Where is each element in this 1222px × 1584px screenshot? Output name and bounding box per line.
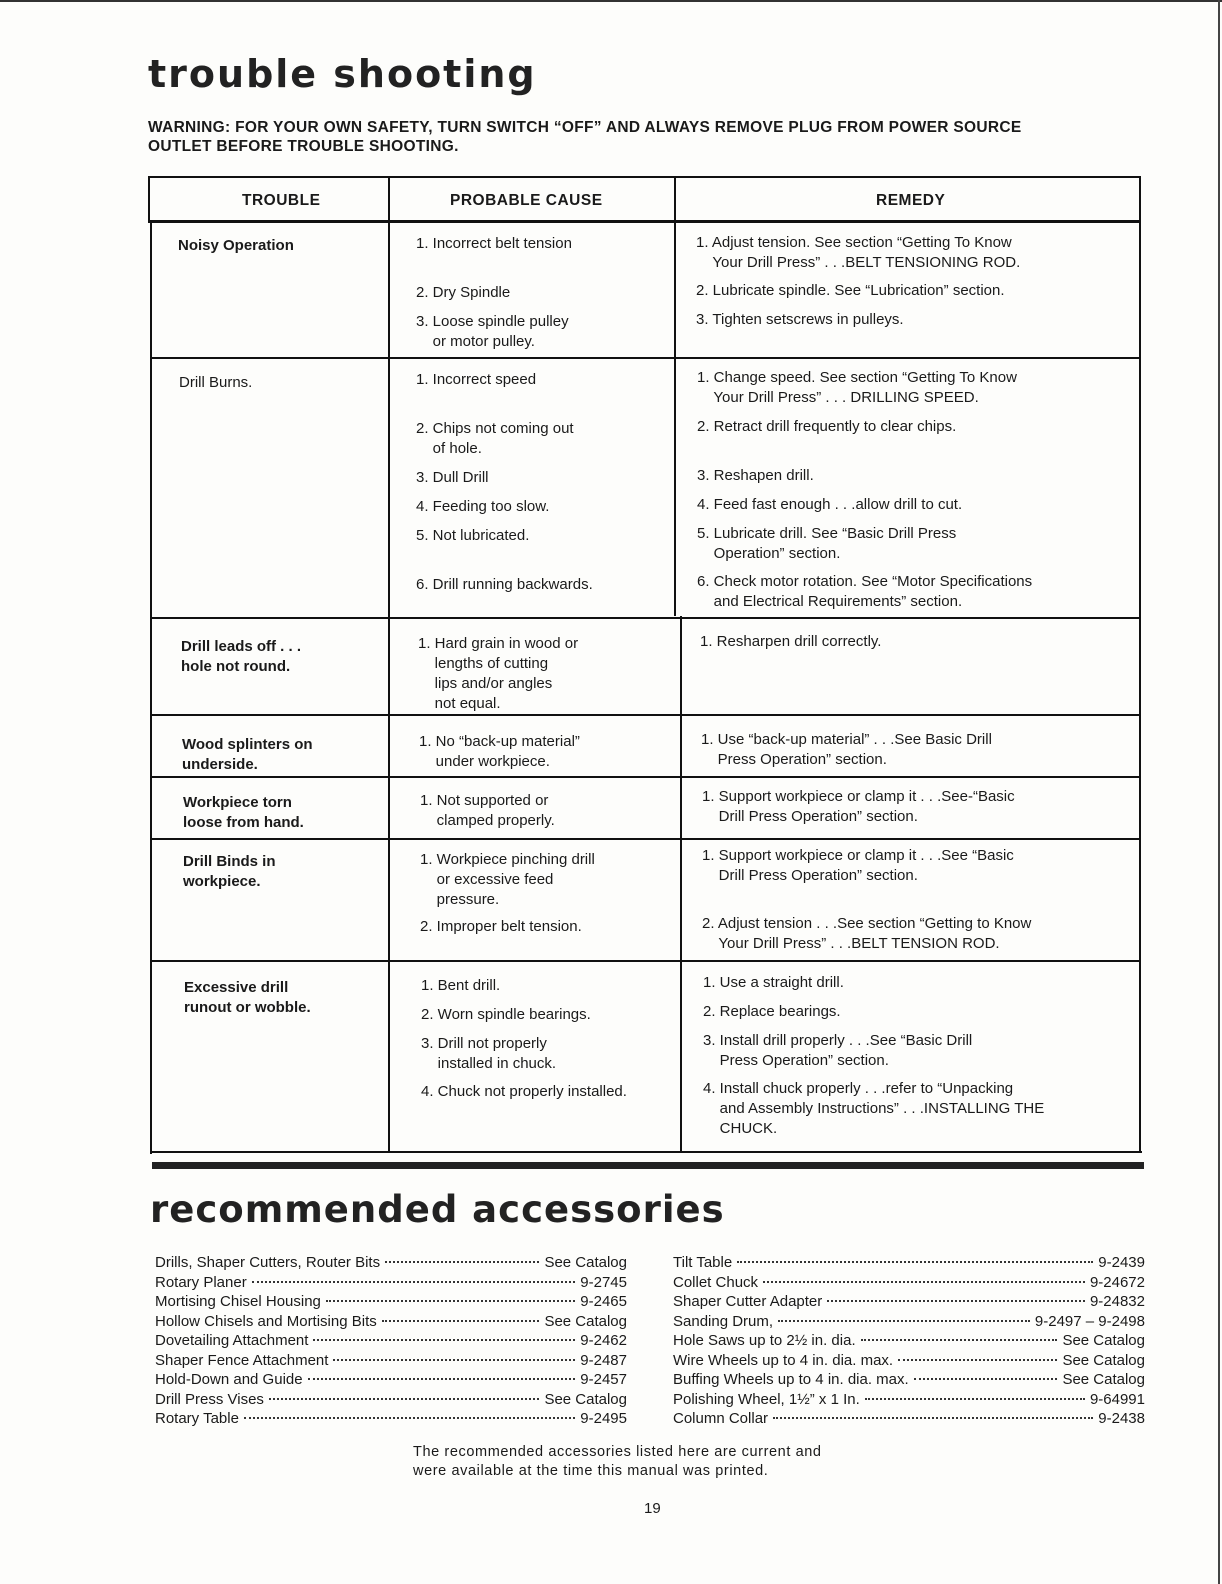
- page-top-border: [0, 0, 1222, 2]
- leader-dots: [763, 1281, 1085, 1283]
- accessories-footnote: The recommended accessories listed here are current and were available at the time this manual was printed.: [413, 1444, 822, 1479]
- cause-item: 1. Incorrect belt tension: [416, 235, 572, 252]
- remedy-item: 2. Retract drill frequently to clear chips.: [697, 418, 957, 435]
- cause-item: 2. Dry Spindle: [416, 284, 511, 301]
- remedy-item: 1. Adjust tension. See section “Getting To Know Your Drill Press” . . .BELT TENSIONING ROD.: [696, 234, 1021, 271]
- row-divider: [150, 838, 1140, 840]
- leader-dots: [333, 1359, 575, 1361]
- remedy-item: 1. Use a straight drill.: [703, 974, 844, 991]
- accessory-value: 9-24672: [1089, 1273, 1145, 1291]
- column-divider-1: [388, 176, 390, 1152]
- cause-item: 1. No “back-up material” under workpiece.: [419, 733, 580, 770]
- leader-dots: [308, 1378, 576, 1380]
- accessory-row: [673, 1293, 1145, 1313]
- trouble-cell: Workpiece torn loose from hand.: [183, 794, 304, 831]
- trouble-cell: Noisy Operation: [178, 237, 294, 254]
- leader-dots: [861, 1339, 1058, 1341]
- leader-dots: [326, 1300, 575, 1302]
- accessory-name: Drill Press Vises: [155, 1390, 264, 1408]
- accessory-row: [155, 1254, 627, 1274]
- cause-item: 3. Drill not properly installed in chuck.: [421, 1035, 557, 1072]
- row-divider: [150, 776, 1140, 778]
- leader-dots: [244, 1417, 575, 1419]
- accessory-name: Wire Wheels up to 4 in. dia. max.: [673, 1351, 894, 1369]
- accessory-value: 9-2457: [580, 1371, 627, 1388]
- accessory-value: 9-2497 – 9-2498: [1034, 1312, 1145, 1330]
- accessory-value: 9-24832: [1089, 1293, 1145, 1310]
- remedy-item: 3. Install drill properly . . .See “Basic Drill Press Operation” section.: [703, 1032, 973, 1069]
- remedy-item: 2. Lubricate spindle. See “Lubrication” section.: [696, 282, 1005, 299]
- leader-dots: [382, 1320, 540, 1322]
- header-trouble: TROUBLE: [242, 192, 321, 209]
- accessory-name: Mortising Chisel Housing: [155, 1293, 321, 1310]
- accessory-name: Column Collar: [673, 1410, 769, 1427]
- remedy-item: 3. Reshapen drill.: [697, 467, 814, 484]
- accessory-name: Tilt Table: [673, 1254, 733, 1271]
- row-divider: [150, 617, 1140, 619]
- remedy-item: 4. Install chuck properly . . .refer to “Unpacking and Assembly Instructions” . . .INSTALLING THE CHUCK.: [703, 1080, 1045, 1137]
- table-bottom-line: [150, 1151, 1142, 1153]
- remedy-item: 4. Feed fast enough . . .allow drill to cut.: [697, 496, 963, 513]
- accessory-row: [155, 1332, 627, 1352]
- accessory-value: See Catalog: [544, 1312, 627, 1330]
- accessory-row: [155, 1410, 627, 1430]
- leader-dots: [898, 1359, 1057, 1361]
- accessory-row: [155, 1274, 627, 1294]
- accessory-value: 9-2745: [580, 1273, 627, 1291]
- table-right-line: [1139, 176, 1141, 1152]
- row-divider: [150, 357, 1140, 359]
- accessory-name: Hollow Chisels and Mortising Bits: [155, 1312, 377, 1330]
- trouble-cell: Excessive drill runout or wobble.: [184, 979, 311, 1016]
- accessory-row: [673, 1332, 1145, 1352]
- leader-dots: [773, 1417, 1093, 1419]
- accessories-right-column: [673, 1254, 1145, 1430]
- remedy-item: 1. Support workpiece or clamp it . . .See-“Basic Drill Press Operation” section.: [702, 788, 1015, 825]
- accessory-name: Shaper Fence Attachment: [155, 1351, 329, 1369]
- accessory-row: [155, 1313, 627, 1333]
- accessory-value: 9-64991: [1089, 1390, 1145, 1408]
- cause-item: 6. Drill running backwards.: [416, 576, 593, 593]
- remedy-item: 6. Check motor rotation. See “Motor Specifications and Electrical Requirements” section.: [697, 573, 1033, 610]
- accessory-name: Sanding Drum,: [673, 1312, 774, 1330]
- accessory-value: See Catalog: [1062, 1332, 1145, 1349]
- cause-item: 1. Not supported or clamped properly.: [420, 792, 555, 829]
- cause-item: 3. Loose spindle pulley or motor pulley.: [416, 313, 569, 350]
- page-title: trouble shooting: [148, 52, 537, 96]
- accessory-row: [673, 1391, 1145, 1411]
- cause-item: 4. Chuck not properly installed.: [421, 1083, 627, 1100]
- accessory-row: [673, 1410, 1145, 1430]
- trouble-cell: Drill leads off . . . hole not round.: [181, 638, 302, 675]
- accessory-name: Dovetailing Attachment: [155, 1332, 309, 1349]
- remedy-item: 1. Use “back-up material” . . .See Basic Drill Press Operation” section.: [701, 731, 992, 768]
- accessory-row: [673, 1313, 1145, 1333]
- accessories-left-column: [155, 1254, 627, 1430]
- remedy-item: 3. Tighten setscrews in pulleys.: [696, 311, 904, 328]
- leader-dots: [313, 1339, 575, 1341]
- accessory-name: Rotary Planer: [155, 1273, 247, 1291]
- remedy-item: 2. Adjust tension . . .See section “Getting to Know Your Drill Press” . . .BELT TENSION ROD.: [702, 915, 1032, 952]
- accessory-value: 9-2438: [1098, 1410, 1145, 1427]
- trouble-cell: Wood splinters on underside.: [182, 736, 313, 773]
- leader-dots: [865, 1398, 1085, 1400]
- section-divider: [152, 1162, 1144, 1169]
- header-bottom-line: [148, 220, 1140, 223]
- cause-item: 5. Not lubricated.: [416, 527, 530, 544]
- column-divider-2: [674, 176, 676, 616]
- accessory-name: Hole Saws up to 2½ in. dia.: [673, 1332, 856, 1349]
- accessory-row: [155, 1371, 627, 1391]
- accessory-value: See Catalog: [1062, 1351, 1145, 1369]
- cause-item: 4. Feeding too slow.: [416, 498, 550, 515]
- remedy-item: 1. Support workpiece or clamp it . . .See “Basic Drill Press Operation” section.: [702, 847, 1014, 884]
- leader-dots: [827, 1300, 1085, 1302]
- page-number: 19: [644, 1500, 661, 1517]
- remedy-item: 1. Resharpen drill correctly.: [700, 633, 882, 650]
- leader-dots: [737, 1261, 1093, 1263]
- remedy-item: 1. Change speed. See section “Getting To Know Your Drill Press” . . . DRILLING SPEED.: [697, 369, 1017, 406]
- header-probable-cause: PROBABLE CAUSE: [450, 192, 603, 209]
- leader-dots: [269, 1398, 540, 1400]
- safety-warning: WARNING: FOR YOUR OWN SAFETY, TURN SWITCH “OFF” AND ALWAYS REMOVE PLUG FROM POWER SOURCE OUTLET BEFORE TROUBLE SHOOTING.: [148, 119, 1022, 155]
- leader-dots: [385, 1261, 539, 1263]
- cause-item: 1. Hard grain in wood or lengths of cutting lips and/or angles not equal.: [418, 635, 579, 712]
- accessory-row: [155, 1352, 627, 1372]
- trouble-cell: Drill Binds in workpiece.: [183, 853, 276, 890]
- trouble-cell: Drill Burns.: [179, 374, 253, 391]
- leader-dots: [252, 1281, 576, 1283]
- accessory-row: [673, 1274, 1145, 1294]
- leader-dots: [914, 1378, 1058, 1380]
- remedy-item: 5. Lubricate drill. See “Basic Drill Press Operation” section.: [697, 525, 957, 562]
- accessory-name: Buffing Wheels up to 4 in. dia. max.: [673, 1371, 909, 1388]
- table-left-line: [148, 176, 150, 222]
- accessory-row: [673, 1254, 1145, 1274]
- row-divider: [150, 714, 1140, 716]
- cause-item: 2. Chips not coming out of hole.: [416, 420, 574, 457]
- accessory-value: 9-2465: [580, 1293, 627, 1310]
- accessory-value: 9-2462: [580, 1332, 627, 1349]
- accessory-row: [155, 1293, 627, 1313]
- cause-item: 2. Improper belt tension.: [420, 918, 582, 935]
- accessory-value: See Catalog: [544, 1390, 627, 1408]
- accessory-value: See Catalog: [1062, 1371, 1145, 1388]
- column-divider-2: [680, 616, 682, 1152]
- accessory-name: Polishing Wheel, 1½” x 1 In.: [673, 1390, 860, 1408]
- accessory-row: [155, 1391, 627, 1411]
- accessories-title: recommended accessories: [150, 1188, 725, 1231]
- header-remedy: REMEDY: [876, 192, 946, 209]
- accessory-value: 9-2487: [580, 1351, 627, 1369]
- leader-dots: [778, 1320, 1030, 1322]
- cause-item: 2. Worn spindle bearings.: [421, 1006, 591, 1023]
- accessory-row: [673, 1352, 1145, 1372]
- remedy-item: 2. Replace bearings.: [703, 1003, 841, 1020]
- accessory-row: [673, 1371, 1145, 1391]
- accessory-value: 9-2495: [580, 1410, 627, 1427]
- cause-item: 3. Dull Drill: [416, 469, 489, 486]
- accessory-value: See Catalog: [544, 1254, 627, 1271]
- table-top-line: [148, 176, 1140, 178]
- cause-item: 1. Bent drill.: [421, 977, 501, 994]
- row-divider: [150, 960, 1140, 962]
- accessory-value: 9-2439: [1098, 1254, 1145, 1271]
- accessory-name: Rotary Table: [155, 1410, 239, 1427]
- accessory-name: Hold-Down and Guide: [155, 1371, 303, 1388]
- page-right-border: [1218, 0, 1220, 1584]
- accessory-name: Drills, Shaper Cutters, Router Bits: [155, 1254, 381, 1271]
- cause-item: 1. Incorrect speed: [416, 371, 537, 388]
- table-left-line: [150, 222, 152, 1154]
- accessory-name: Collet Chuck: [673, 1273, 759, 1291]
- accessory-name: Shaper Cutter Adapter: [673, 1293, 823, 1310]
- cause-item: 1. Workpiece pinching drill or excessive feed pressure.: [420, 851, 595, 908]
